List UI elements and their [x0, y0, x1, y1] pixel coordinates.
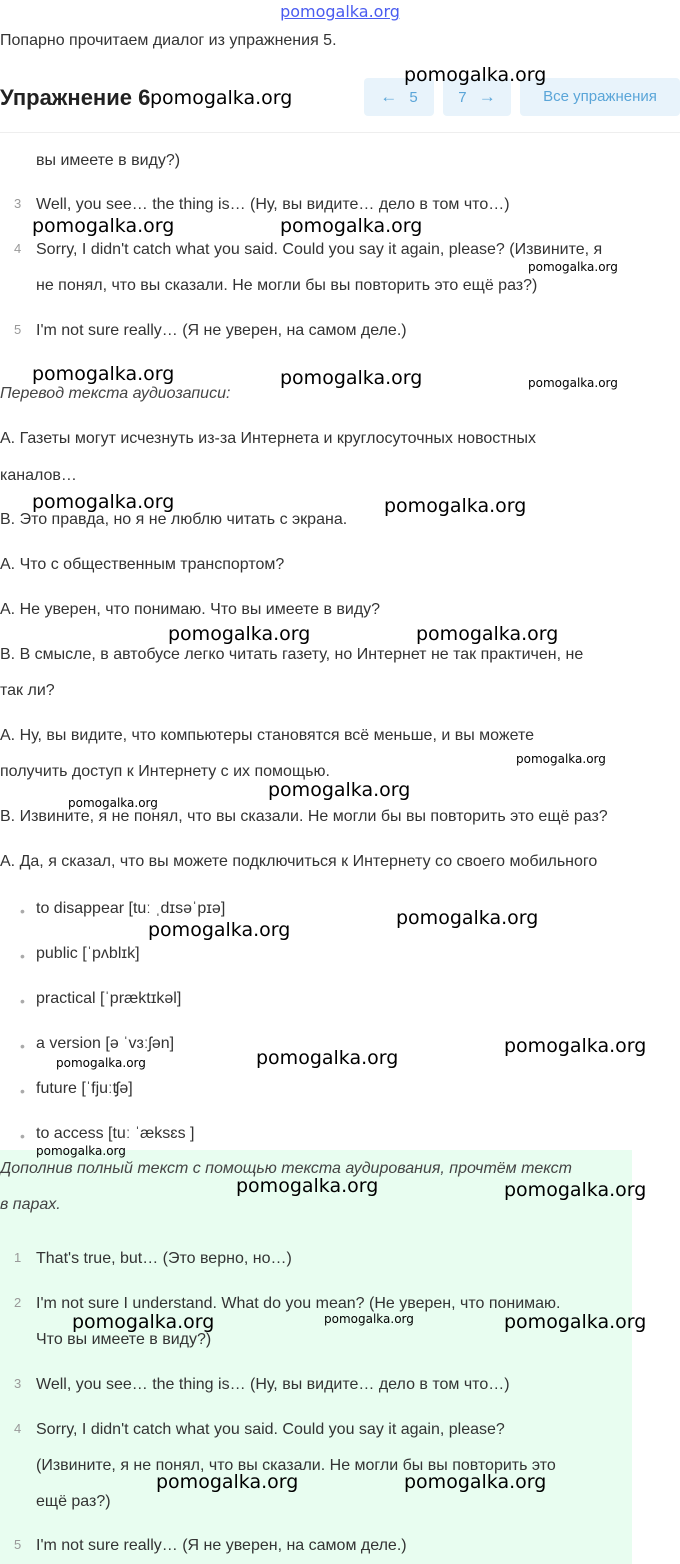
watermark: pomogalka.org [156, 1471, 299, 1493]
dialog-line: А. Что с общественным транспортом? [0, 556, 285, 573]
answer-item-line: Что вы имеете в виду?) [36, 1331, 212, 1348]
watermark: pomogalka.org [56, 1056, 146, 1070]
vocab-item: to access [tuː ˈæksɛs ] [36, 1125, 195, 1142]
list-item-line: Sorry, I didn't catch what you said. Could you say it again, please? (Извините, я [36, 241, 603, 258]
dialog-line: В. Извините, я не понял, что вы сказали. Не могли бы вы повторить это ещё раз? [0, 808, 608, 825]
bullet-icon: • [20, 948, 25, 964]
bullet-icon: • [20, 1038, 25, 1054]
list-item-line: вы имеете в виду?) [36, 152, 181, 169]
list-item-number: 4 [14, 241, 22, 256]
dialog-line: В. В смысле, в автобусе легко читать газету, но Интернет не так практичен, не [0, 646, 584, 663]
translation-heading: Перевод текста аудиозаписи: [0, 385, 231, 402]
answer-item-line: That's true, but… (Это верно, но…) [36, 1250, 292, 1267]
list-item-number: 3 [14, 196, 22, 211]
all-exercises-button[interactable]: Все упражнения [520, 78, 680, 116]
dialog-line: А. Не уверен, что понимаю. Что вы имеете в виду? [0, 601, 381, 618]
watermark: pomogalka.org [148, 919, 291, 941]
intro-text: Попарно прочитаем диалог из упражнения 5. [0, 32, 337, 49]
watermark: pomogalka.org [324, 1312, 414, 1326]
watermark: pomogalka.org [416, 623, 559, 645]
watermark: pomogalka.org [404, 64, 547, 86]
answer-item-number: 4 [14, 1421, 22, 1436]
answer-item-line: Well, you see… the thing is… (Ну, вы видите… дело в том что…) [36, 1376, 510, 1393]
dialog-line: В. Это правда, но я не люблю читать с экрана. [0, 511, 348, 528]
next-exercise-label: 7 [458, 89, 467, 106]
top-site-link[interactable]: pomogalka.org [280, 2, 400, 21]
vocab-item: practical [ˈpræktɪkəl] [36, 990, 182, 1007]
exercise-header [0, 72, 680, 133]
list-item-number: 5 [14, 322, 22, 337]
watermark: pomogalka.org [32, 215, 175, 237]
dialog-line: А. Да, я сказал, что вы можете подключиться к Интернету со своего мобильного [0, 853, 598, 870]
vocab-item: future [ˈfjuːʧə] [36, 1080, 133, 1097]
watermark: pomogalka.org [396, 907, 539, 929]
watermark: pomogalka.org [72, 1311, 215, 1333]
watermark: pomogalka.org [32, 491, 175, 513]
watermark: pomogalka.org [236, 1175, 379, 1197]
answer-item-line: Sorry, I didn't catch what you said. Could you say it again, please? [36, 1421, 505, 1438]
vocab-item: to disappear [tuː ˌdɪsəˈpɪə] [36, 900, 226, 917]
answer-item-line: ещё раз?) [36, 1493, 111, 1510]
answer-item-line: (Извините, я не понял, что вы сказали. Не могли бы вы повторить это [36, 1457, 556, 1474]
watermark: pomogalka.org [32, 363, 175, 385]
vocab-item: a version [ə ˈvɜːʃən] [36, 1035, 175, 1052]
answer-heading: в парах. [0, 1196, 61, 1213]
answer-item-number: 2 [14, 1295, 22, 1310]
watermark: pomogalka.org [384, 495, 527, 517]
watermark: pomogalka.org [516, 752, 606, 766]
arrow-left-icon: ← [380, 87, 398, 106]
answer-item-line: I'm not sure really… (Я не уверен, на самом деле.) [36, 1537, 407, 1554]
bullet-icon: • [20, 1083, 25, 1099]
watermark: pomogalka.org [268, 779, 411, 801]
bullet-icon: • [20, 993, 25, 1009]
dialog-line: получить доступ к Интернету с их помощью. [0, 763, 330, 780]
watermark: pomogalka.org [504, 1311, 647, 1333]
watermark: pomogalka.org [36, 1144, 126, 1158]
watermark: pomogalka.org [528, 376, 618, 390]
arrow-right-icon: → [478, 87, 496, 106]
bullet-icon: • [20, 1128, 25, 1144]
list-item-line: Well, you see… the thing is… (Ну, вы видите… дело в том что…) [36, 196, 510, 213]
answer-item-number: 5 [14, 1537, 22, 1552]
answer-item-line: I'm not sure I understand. What do you mean? (Не уверен, что понимаю. [36, 1295, 561, 1312]
dialog-line: так ли? [0, 682, 55, 699]
watermark: pomogalka.org [280, 367, 423, 389]
watermark: pomogalka.org [504, 1179, 647, 1201]
vocab-item: public [ˈpʌblɪk] [36, 945, 140, 962]
dialog-line: А. Ну, вы видите, что компьютеры становятся всё меньше, и вы можете [0, 727, 534, 744]
prev-exercise-label: 5 [409, 89, 418, 106]
watermark: pomogalka.org [280, 215, 423, 237]
list-item-line: I'm not sure really… (Я не уверен, на самом деле.) [36, 322, 407, 339]
watermark: pomogalka.org [504, 1035, 647, 1057]
dialog-line: каналов… [0, 467, 77, 484]
answer-item-number: 3 [14, 1376, 22, 1391]
answer-heading: Дополнив полный текст с помощью текста аудирования, прочтём текст [0, 1160, 573, 1177]
bullet-icon: • [20, 903, 25, 919]
watermark: pomogalka.org [168, 623, 311, 645]
watermark: pomogalka.org [150, 87, 293, 109]
dialog-line: А. Газеты могут исчезнуть из-за Интернета и круглосуточных новостных [0, 430, 536, 447]
watermark: pomogalka.org [68, 796, 158, 810]
watermark: pomogalka.org [404, 1471, 547, 1493]
watermark: pomogalka.org [256, 1047, 399, 1069]
page-title: Упражнение 6 [0, 85, 151, 110]
answer-item-number: 1 [14, 1250, 22, 1265]
watermark: pomogalka.org [528, 260, 618, 274]
list-item-line: не понял, что вы сказали. Не могли бы вы повторить это ещё раз?) [36, 277, 538, 294]
